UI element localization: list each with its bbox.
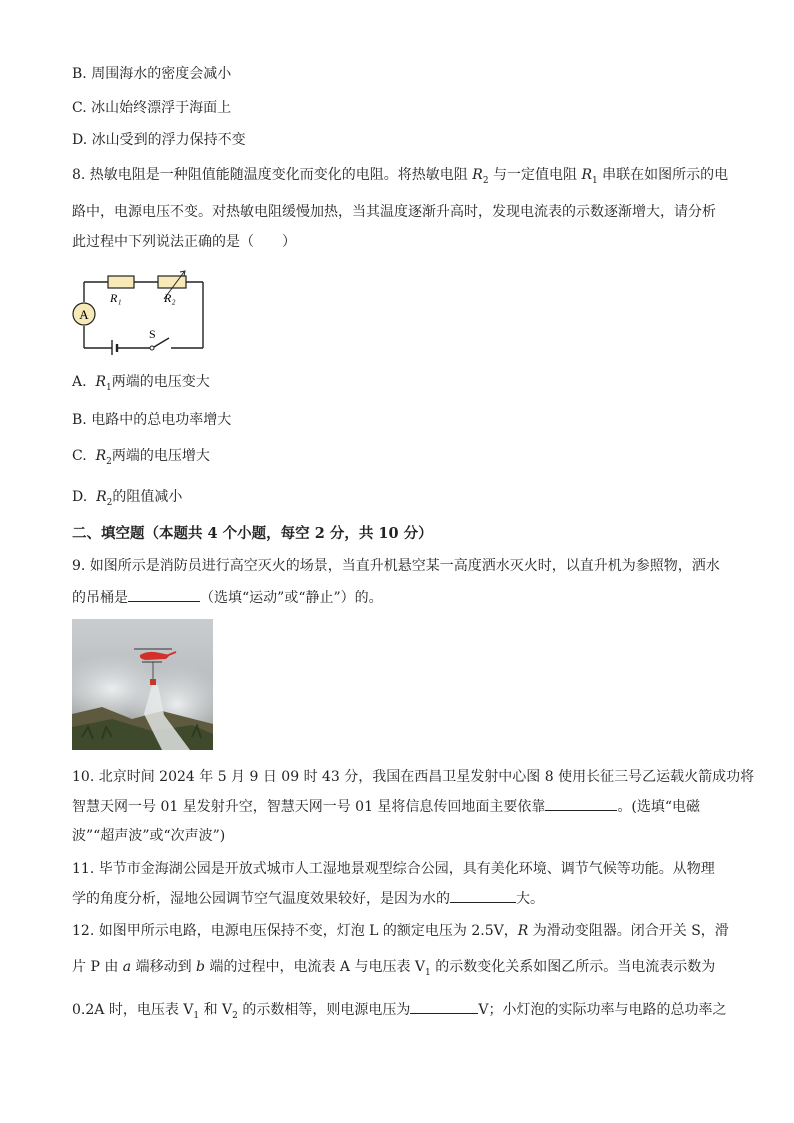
r2-label: R₂: [164, 291, 176, 305]
q10-stem-line3: 波”“超声波”或“次声波”): [72, 828, 226, 844]
q8-option-d: D. $R_2$的阻值减小: [72, 489, 183, 508]
q7-option-d: D. 冰山受到的浮力保持不变: [72, 132, 246, 148]
q8-circuit-diagram: [72, 270, 212, 355]
q12-stem-line1: 12. 如图甲所示电路，电源电压保持不变，灯泡 L 的额定电压为 2.5V，R 为滑动变阻器。闭合开关 S，滑: [72, 923, 729, 939]
q11-stem-line1: 11. 毕节市金海湖公园是开放式城市人工湿地景观型综合公园，具有美化环境、调节气候等功能。从物理: [72, 861, 715, 877]
switch-icon: [154, 338, 169, 347]
q8-option-a: A. $R_1$两端的电压变大: [72, 374, 210, 393]
ammeter-label: A: [79, 307, 89, 322]
r1-label: R₁: [110, 291, 122, 305]
q7-option-c: C. 冰山始终漂浮于海面上: [72, 100, 232, 116]
q9-stem-line1: 9. 如图所示是消防员进行高空灭火的场景，当直升机悬空某一高度洒水灭火时，以直升机为参照物，洒水: [72, 558, 720, 574]
q10-stem-line1: 10. 北京时间 2024 年 5 月 9 日 09 时 43 分，我国在西昌卫星发射中心图 8 使用长征三号乙运载火箭成功将: [72, 769, 755, 785]
section-heading: 二、填空题（本题共 4 个小题，每空 2 分，共 10 分）: [72, 525, 433, 542]
q8-option-b: B. 电路中的总电功率增大: [72, 412, 232, 428]
q12-stem-line3: 0.2A 时，电压表 $V_1$ 和 $V_2$ 的示数相等，则电源电压为 V；小灯泡的实际功率与电路的总功率之: [72, 999, 726, 1026]
q9-answer-blank[interactable]: [128, 587, 200, 602]
q11-answer-blank[interactable]: [450, 888, 516, 903]
q11-stem-line2: 学的角度分析，湿地公园调节空气温度效果较好，是因为水的 大。: [72, 888, 544, 909]
q9-stem-line2: 的吊桶是 （选填“运动”或“静止”）的。: [72, 587, 383, 608]
q8-stem-line3: 此过程中下列说法正确的是（ ）: [72, 234, 296, 250]
q8-stem-line1: 8. 热敏电阻是一种阻值能随温度变化而变化的电阻。将热敏电阻 $R_2$ 与一定值电阻 $R_1$ 串联在如图所示的电: [72, 167, 729, 186]
q8-stem-line2: 路中，电源电压不变。对热敏电阻缓慢加热，当其温度逐渐升高时，发现电流表的示数逐渐增大，请分析: [72, 204, 716, 220]
q10-answer-blank[interactable]: [545, 796, 617, 811]
helicopter-firefighting-photo: [72, 619, 213, 750]
q7-option-b: B. 周围海水的密度会减小: [72, 66, 232, 82]
r1-resistor: [108, 276, 134, 288]
q8-option-c: C. $R_2$两端的电压增大: [72, 448, 210, 467]
q12-stem-line2: 片 P 由 a 端移动到 b 端的过程中，电流表 A 与电压表 $V_1$ 的示数变化关系如图乙所示。当电流表示数为: [72, 959, 716, 978]
q10-stem-line2: 智慧天网一号 01 星发射升空，智慧天网一号 01 星将信息传回地面主要依靠 。(选填“电磁: [72, 796, 700, 817]
switch-label: S: [149, 327, 156, 341]
r2-thermistor: [158, 276, 186, 288]
q12-answer-blank[interactable]: [410, 999, 478, 1014]
